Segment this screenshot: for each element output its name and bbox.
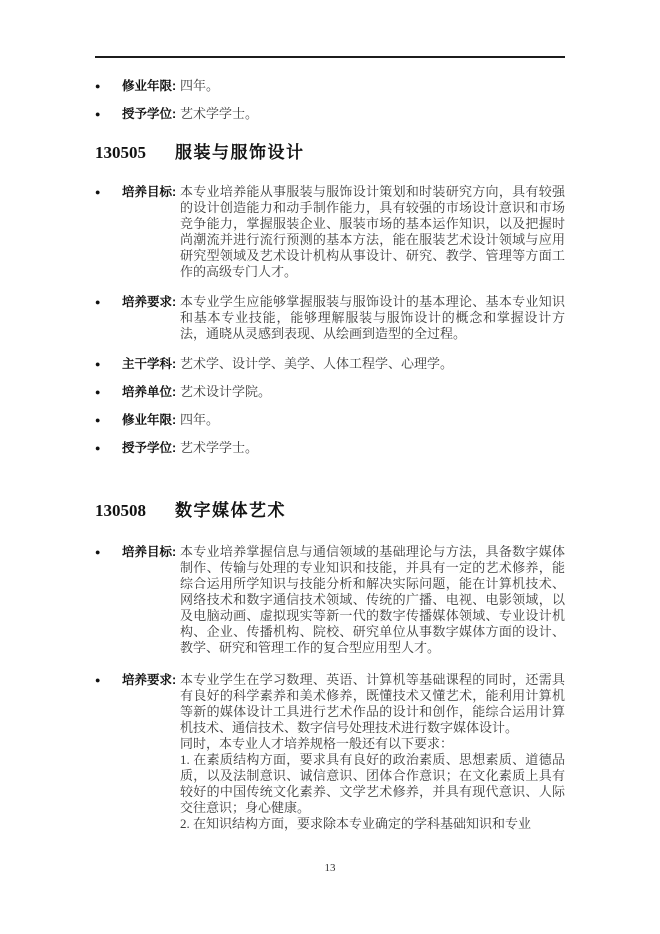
field-value [180, 672, 565, 832]
list-item [95, 544, 565, 656]
field-label: 修业年限: [122, 79, 177, 93]
field-value: 四年。 [180, 412, 220, 427]
list-item [95, 78, 565, 94]
bullet-icon: ● [95, 547, 101, 557]
field-label: 主干学科: [122, 357, 177, 371]
field-value: 四年。 [180, 78, 220, 93]
bullet-icon: ● [95, 359, 101, 369]
list-item [95, 412, 565, 428]
field-label: 培养要求: [122, 673, 177, 687]
program-code: 130505 [95, 143, 146, 162]
page-number: 13 [324, 862, 336, 874]
bullet-icon: ● [95, 297, 101, 307]
program-heading [95, 498, 565, 524]
bullet-icon: ● [95, 387, 101, 397]
field-value: 艺术学学士。 [180, 440, 259, 455]
field-value: 艺术学学士。 [180, 106, 259, 121]
field-label: 授予学位: [122, 441, 177, 455]
field-value: 艺术学、设计学、美学、人体工程学、心理学。 [180, 356, 454, 371]
list-item [95, 184, 565, 280]
field-label: 培养单位: [122, 385, 177, 399]
list-item [95, 356, 565, 372]
requirement-paragraph: 2. 在知识结构方面，要求除本专业确定的学科基础知识和专业 [180, 816, 532, 831]
program-title: 数字媒体艺术 [175, 501, 286, 520]
requirement-paragraph: 1. 在素质结构方面，要求具有良好的政治素质、思想素质、道德品质，以及法制意识、诚信意识、团体合作意识；在文化素质上具有较好的中国传统文化素养、文学艺术修养，并具有现代意识、人际交往意识；身心健康。 [180, 752, 565, 815]
list-item [95, 294, 565, 342]
header-rule [95, 56, 565, 58]
field-label: 培养要求: [122, 295, 177, 309]
bullet-icon: ● [95, 675, 101, 685]
bullet-icon: ● [95, 443, 101, 453]
field-value: 本专业培养掌握信息与通信领域的基础理论与方法，具备数字媒体制作、传输与处理的专业知识和技能，并具有一定的艺术修养，能综合运用所学知识与技能分析和解决实际问题，能在计算机技术、网络技术和数字通信技术领域、传统的广播、电视、电影领域，以及电脑动画、虚拟现实等新一代的数字传播媒体领域、专业设计机构、企业、传播机构、院校、研究单位从事数字媒体方面的设计、教学、研究和管理工作的复合型应用型人才。 [180, 544, 565, 655]
requirement-paragraph: 同时，本专业人才培养规格一般还有以下要求： [180, 736, 454, 751]
field-label: 培养目标: [122, 185, 177, 199]
program-heading [95, 140, 565, 166]
list-item [95, 440, 565, 456]
bullet-icon: ● [95, 415, 101, 425]
list-item [95, 672, 565, 832]
list-item [95, 384, 565, 400]
bullet-icon: ● [95, 81, 101, 91]
field-label: 修业年限: [122, 413, 177, 427]
program-title: 服装与服饰设计 [175, 143, 305, 162]
field-label: 授予学位: [122, 107, 177, 121]
field-label: 培养目标: [122, 545, 177, 559]
program-code: 130508 [95, 501, 146, 520]
list-item [95, 106, 565, 122]
field-value: 本专业培养能从事服装与服饰设计策划和时装研究方向，具有较强的设计创造能力和动手制作能力，具有较强的市场设计意识和市场竞争能力，掌握服装企业、服装市场的基本运作知识，以及把握时尚潮流并进行流行预测的基本方法，能在服装艺术设计领域与应用研究型领域及艺术设计机构从事设计、研究、教学、管理等方面工作的高级专门人才。 [180, 184, 565, 279]
field-value: 艺术设计学院。 [180, 384, 272, 399]
field-value: 本专业学生应能够掌握服装与服饰设计的基本理论、基本专业知识和基本专业技能，能够理解服装与服饰设计的概念和掌握设计方法，通晓从灵感到表现、从绘画到造型的全过程。 [180, 294, 565, 341]
bullet-icon: ● [95, 187, 101, 197]
bullet-icon: ● [95, 109, 101, 119]
requirement-paragraph: 本专业学生在学习数理、英语、计算机等基础课程的同时，还需具有良好的科学素养和美术修养，既懂技术又懂艺术，能利用计算机等新的媒体设计工具进行艺术作品的设计和创作，能综合运用计算机技术、通信技术、数字信号处理技术进行数字媒体设计。 [180, 672, 565, 735]
